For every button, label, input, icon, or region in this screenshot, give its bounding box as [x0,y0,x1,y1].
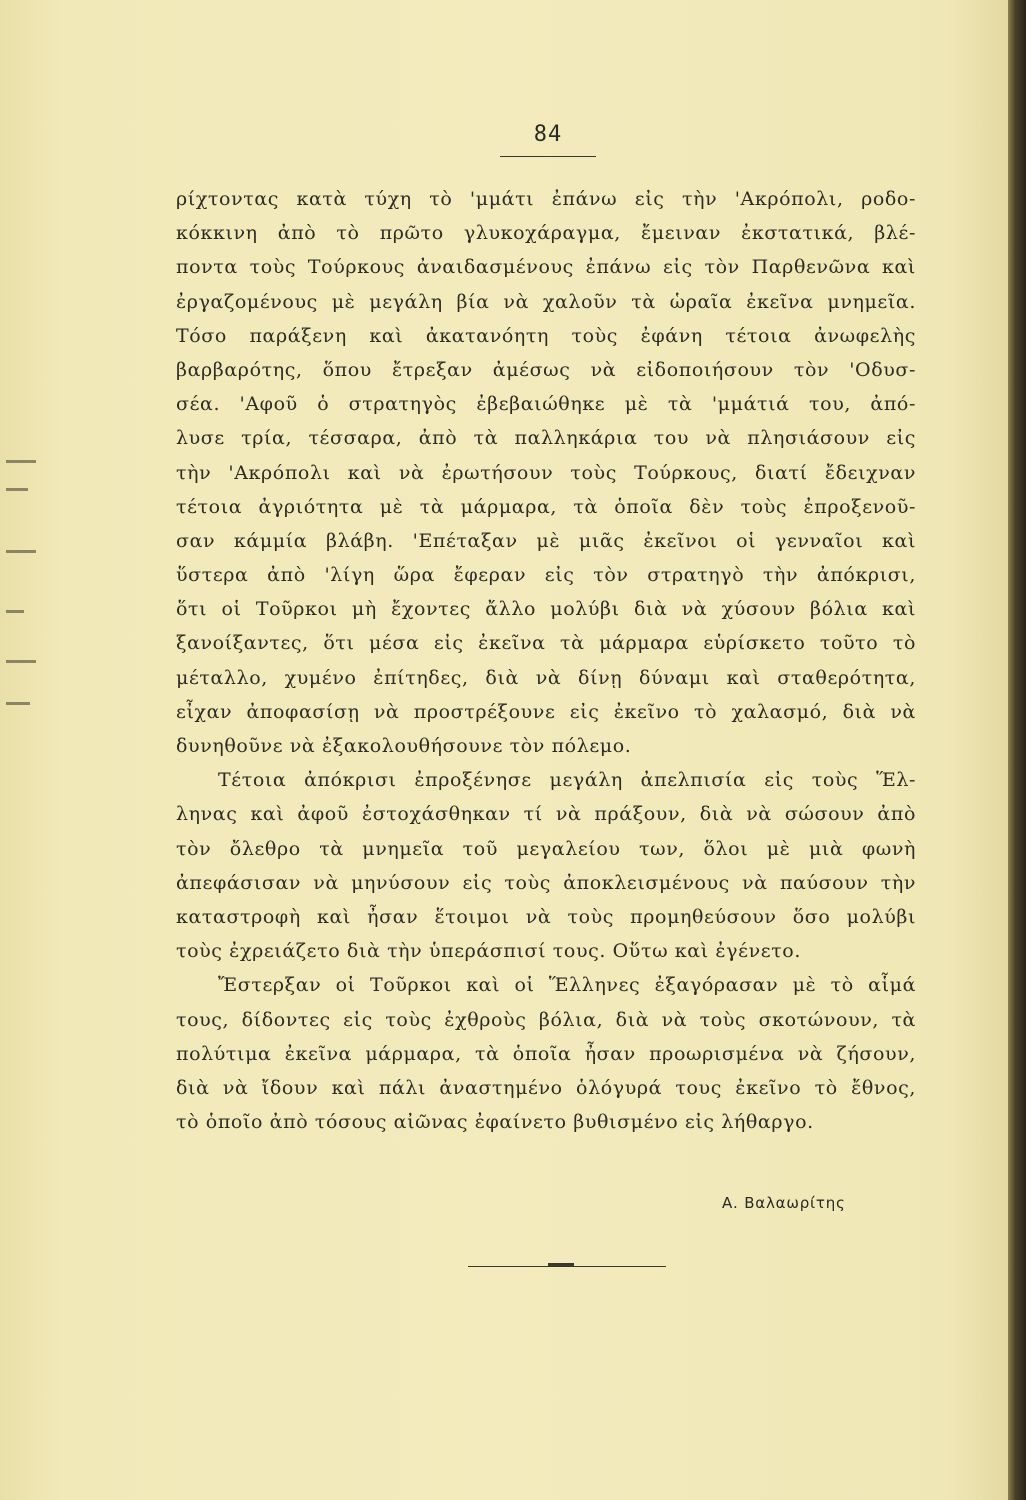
page-number: 84 [533,122,563,147]
text-line: ξανοίξαντες, ὅτι μέσα εἰς ἐκεῖνα τὰ μάρμαρα εὑρίσκετο τοῦτο τὸ [176,632,916,655]
text-line: ὕστερα ἀπὸ 'λίγη ὥρα ἔφεραν εἰς τὸν στρατηγὸ τὴν ἀπόκρισι, [176,564,916,587]
text-line: διὰ νὰ ἴδουν καὶ πάλι ἀναστημένο ὁλόγυρά τους ἐκεῖνο τὸ ἔθνος, [176,1076,916,1099]
text-line: εἶχαν ἀποφασίσῃ νὰ προστρέξουνε εἰς ἐκεῖνο τὸ χαλασμό, διὰ νὰ [176,700,916,723]
text-line: τέτοια ἀγριότητα μὲ τὰ μάρμαρα, τὰ ὁποῖα δὲν τοὺς ἐπροξενοῦ- [176,495,916,518]
text-line: ἀπεφάσισαν νὰ μηνύσουν εἰς τοὺς ἀποκλεισμένους νὰ παύσουν τὴν [176,871,916,894]
text-line: βαρβαρότης, ὅπου ἔτρεξαν ἀμέσως νὰ εἰδοποιήσουν τὸν 'Οδυσ- [176,358,916,381]
text-line: λυσε τρία, τέσσαρα, ἀπὸ τὰ παλληκάρια του νὰ πλησιάσουν εἰς [176,427,916,450]
text-line: τους, δίδοντες εἰς τοὺς ἐχθροὺς βόλια, διὰ νὰ τοὺς σκοτώνουν, τὰ [176,1008,916,1031]
text-line: σαν κάμμία βλάβη. 'Επέταξαν μὲ μιᾶς ἐκεῖνοι οἱ γενναῖοι καὶ [176,529,916,552]
text-line: καταστροφὴ καὶ ἦσαν ἕτοιμοι νὰ τοὺς προμηθεύσουν ὅσο μολύβι [176,905,916,928]
page-number-underline [500,156,596,157]
text-line: κόκκινη ἀπὸ τὸ πρῶτο γλυκοχάραγμα, ἔμειναν ἐκστατικά, βλέ- [176,222,916,245]
text-line: μέταλλο, χυμένο ἐπίτηδες, διὰ νὰ δίνῃ δύναμι καὶ σταθερότητα, [176,666,916,689]
text-line: σέα. 'Αφοῦ ὁ στρατηγὸς ἐβεβαιώθηκε μὲ τὰ 'μμάτιά του, ἀπό- [176,393,916,416]
paragraph-start-line: Τέτοια ἀπόκρισι ἐπροξένησε μεγάλη ἀπελπισία εἰς τοὺς Ἕλ- [218,769,916,792]
paragraph-end-line: δυνηθοῦνε νὰ ἐξακολουθήσουνε τὸν πόλεμο. [176,735,632,757]
text-line: Τόσο παράξενη καὶ ἀκατανόητη τοὺς ἐφάνη τέτοια ἀνωφελὴς [176,324,916,347]
author-signature: Α. Βαλαωρίτης [722,1194,846,1212]
book-binding-edge [1008,0,1026,1500]
end-divider [468,1266,666,1267]
paragraph-end-line: τὸ ὁποῖο ἀπὸ τόσους αἰῶνας ἐφαίνετο βυθισμένο εἰς λήθαργο. [176,1111,814,1134]
text-line: ρίχτοντας κατὰ τύχη τὸ 'μμάτι ἐπάνω εἰς τὴν 'Ακρόπολι, ροδο- [176,188,916,210]
binding-marks [6,440,46,740]
end-divider-ornament [548,1263,574,1266]
text-line: ὅτι οἱ Τοῦρκοι μὴ ἔχοντες ἄλλο μολύβι διὰ νὰ χύσουν βόλια καὶ [176,598,916,621]
text-line: πολύτιμα ἐκεῖνα μάρμαρα, τὰ ὁποῖα ἦσαν προωρισμένα νὰ ζήσουν, [176,1042,916,1065]
text-line: τὸν ὄλεθρο τὰ μνημεῖα τοῦ μεγαλείου των, ὅλοι μὲ μιὰ φωνὴ [176,837,916,860]
paragraph-end-line: τοὺς ἐχρειάζετο διὰ τὴν ὑπεράσπισί τους. Οὕτω καὶ ἐγένετο. [176,940,801,963]
text-line: ποντα τοὺς Τούρκους ἀναιδασμένους ἐπάνω εἰς τὸν Παρθενῶνα καὶ [176,256,916,279]
body-text [176,182,916,1139]
text-line: τὴν 'Ακρόπολι καὶ νὰ ἐρωτήσουν τοὺς Τούρκους, διατί ἔδειχναν [176,461,916,484]
text-line: ληνας καὶ ἀφοῦ ἐστοχάσθηκαν τί νὰ πράξουν, διὰ νὰ σώσουν ἀπὸ [176,803,916,826]
text-line: ἐργαζομένους μὲ μεγάλη βία νὰ χαλοῦν τὰ ὡραῖα ἐκεῖνα μνημεῖα. [176,290,916,313]
paragraph-start-line: Ἔστερξαν οἱ Τοῦρκοι καὶ οἱ Ἕλληνες ἐξαγόρασαν μὲ τὸ αἷμά [218,974,916,997]
